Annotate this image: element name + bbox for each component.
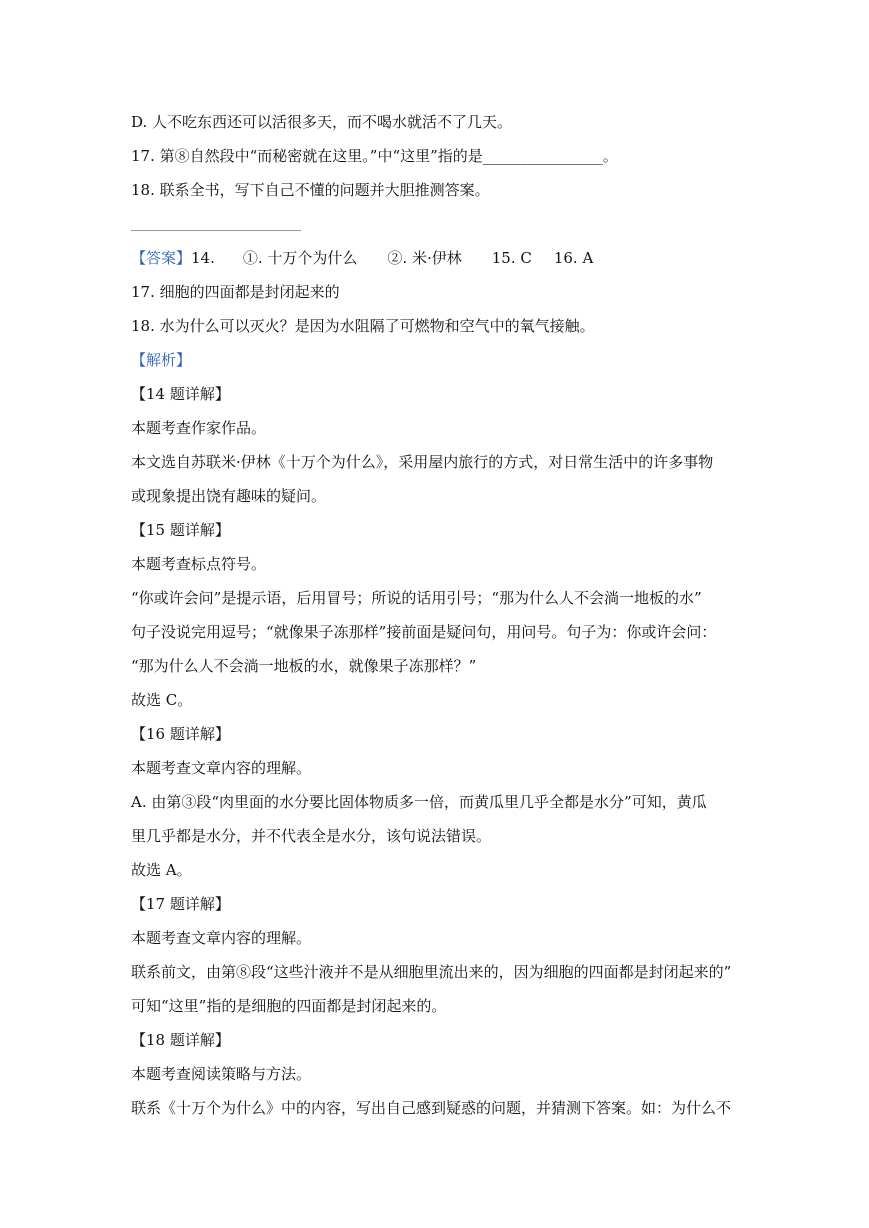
analysis-line: 本题考查阅读策略与方法。 <box>131 1065 312 1083</box>
answer-14-label: 14. <box>191 249 215 267</box>
answer-summary <box>131 248 593 268</box>
analysis-line: 本题考查标点符号。 <box>131 555 267 573</box>
question-17: 17. 第⑧自然段中“而秘密就在这里。”中“这里”指的是________________。 <box>131 147 618 165</box>
analysis-line: 联系《十万个为什么》中的内容，写出自己感到疑惑的问题，并猜测下答案。如：为什么不 <box>131 1099 732 1117</box>
question-18: 18. 联系全书，写下自己不懂的问题并大胆推测答案。 <box>131 181 490 199</box>
analysis-heading-14: 【14 题详解】 <box>131 385 230 403</box>
answer-17: 17. 细胞的四面都是封闭起来的 <box>131 283 340 301</box>
analysis-line: 故选 C。 <box>131 691 193 709</box>
analysis-line: 联系前文，由第⑧段“这些汁液并不是从细胞里流出来的，因为细胞的四面都是封闭起来的” <box>131 963 732 981</box>
analysis-line: 里几乎都是水分，并不代表全是水分，该句说法错误。 <box>131 827 492 845</box>
answer-15: 15. C <box>491 249 532 267</box>
analysis-line: “你或许会问”是提示语，后用冒号；所说的话用引号；“那为什么人不会淌一地板的水” <box>131 589 702 607</box>
analysis-line: A. 由第③段“肉里面的水分要比固体物质多一倍，而黄瓜里几乎全都是水分”可知，黄瓜 <box>131 793 707 811</box>
analysis-heading-15: 【15 题详解】 <box>131 521 230 539</box>
analysis-tag: 【解析】 <box>131 351 192 369</box>
analysis-heading-16: 【16 题详解】 <box>131 725 230 743</box>
analysis-line: 句子没说完用逗号；“就像果子冻那样”接前面是疑问句，用问号。句子为：你或许会问： <box>131 623 717 641</box>
analysis-heading-17: 【17 题详解】 <box>131 895 230 913</box>
answer-16: 16. A <box>553 249 594 267</box>
answer-14-a: ①. 十万个为什么 <box>242 249 358 267</box>
divider <box>131 230 301 231</box>
analysis-line: 本文选自苏联米·伊林《十万个为什么》，采用屋内旅行的方式，对日常生活中的许多事物 <box>131 453 714 471</box>
answer-tag: 【答案】 <box>131 249 192 267</box>
analysis-line: 本题考查文章内容的理解。 <box>131 759 312 777</box>
answer-14-b: ②. 米·伊林 <box>387 249 462 267</box>
analysis-line: “那为什么人不会淌一地板的水，就像果子冻那样？” <box>131 657 477 675</box>
analysis-line: 本题考查文章内容的理解。 <box>131 929 312 947</box>
option-d: D. 人不吃东西还可以活很多天，而不喝水就活不了几天。 <box>131 113 513 131</box>
answer-18: 18. 水为什么可以灭火？是因为水阻隔了可燃物和空气中的氧气接触。 <box>131 317 595 335</box>
analysis-line: 本题考查作家作品。 <box>131 419 267 437</box>
analysis-line: 可知“这里”指的是细胞的四面都是封闭起来的。 <box>131 997 447 1015</box>
analysis-line: 或现象提出饶有趣味的疑问。 <box>131 487 327 505</box>
analysis-line: 故选 A。 <box>131 861 192 879</box>
analysis-heading-18: 【18 题详解】 <box>131 1031 230 1049</box>
